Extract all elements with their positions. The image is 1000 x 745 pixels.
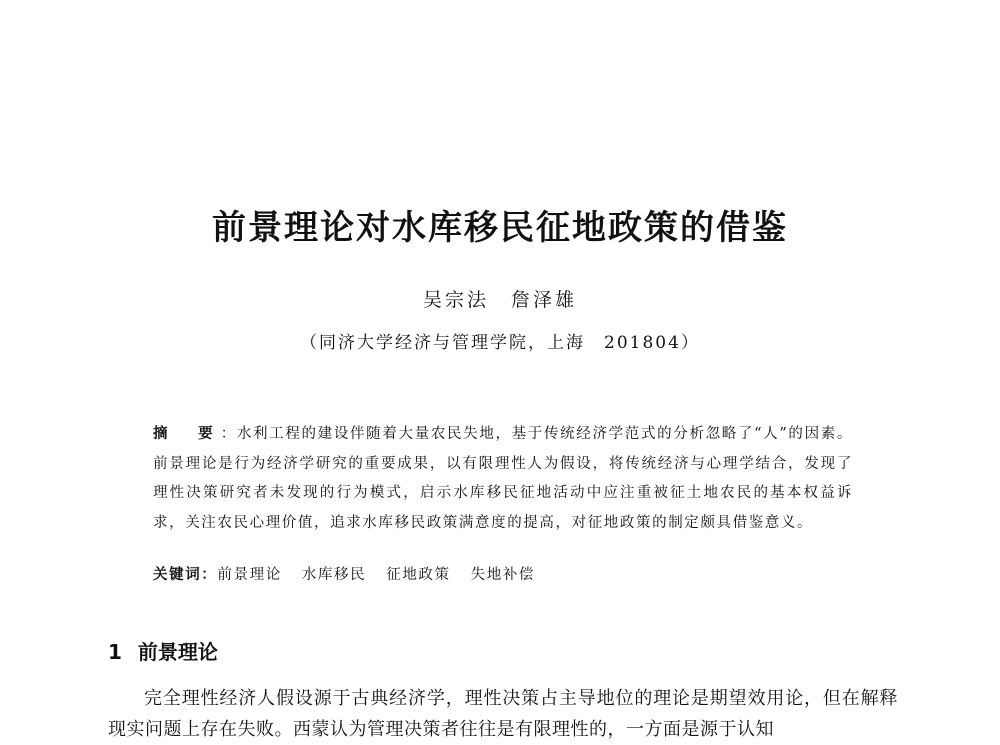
body-paragraph: 完全理性经济人假设源于古典经济学，理性决策占主导地位的理论是期望效用论，但在解释现实问题上存在失败。西蒙认为管理决策者往往是有限理性的，一方面是源于认知 xyxy=(108,688,898,740)
keyword-item: 水库移民 xyxy=(301,567,367,583)
keywords xyxy=(153,563,853,584)
author-affiliation: （同济大学经济与管理学院，上海 201804） xyxy=(300,333,700,353)
keywords-label: 关键词： xyxy=(153,567,218,583)
abstract xyxy=(153,420,853,538)
paper-title: 前景理论对水库移民征地政策的借鉴 xyxy=(212,208,788,248)
keyword-item: 失地补偿 xyxy=(470,567,536,583)
section-heading xyxy=(108,636,218,665)
paper-authors: 吴宗法 詹泽雄 xyxy=(422,289,577,311)
keyword-item: 前景理论 xyxy=(217,567,282,583)
keyword-item: 征地政策 xyxy=(386,567,451,583)
abstract-text: ：水利工程的建设伴随着大量农民失地，基于传统经济学范式的分析忽略了“人”的因素。前景理论是行为经济学研究的重要成果，以有限理性人为假设，将传统经济与心理学结合，发现了理性决策研究者未发现的行为模式，启示水库移民征地活动中应注重被征土地农民的基本权益诉求，关注农民心理价值，追求水库移民政策满意度的提高，对征地政策的制定颇具借鉴意义。 xyxy=(153,426,854,531)
section-title: 前景理论 xyxy=(137,640,218,664)
section-number: 1 xyxy=(108,640,122,664)
abstract-label: 摘 要 xyxy=(153,426,221,442)
